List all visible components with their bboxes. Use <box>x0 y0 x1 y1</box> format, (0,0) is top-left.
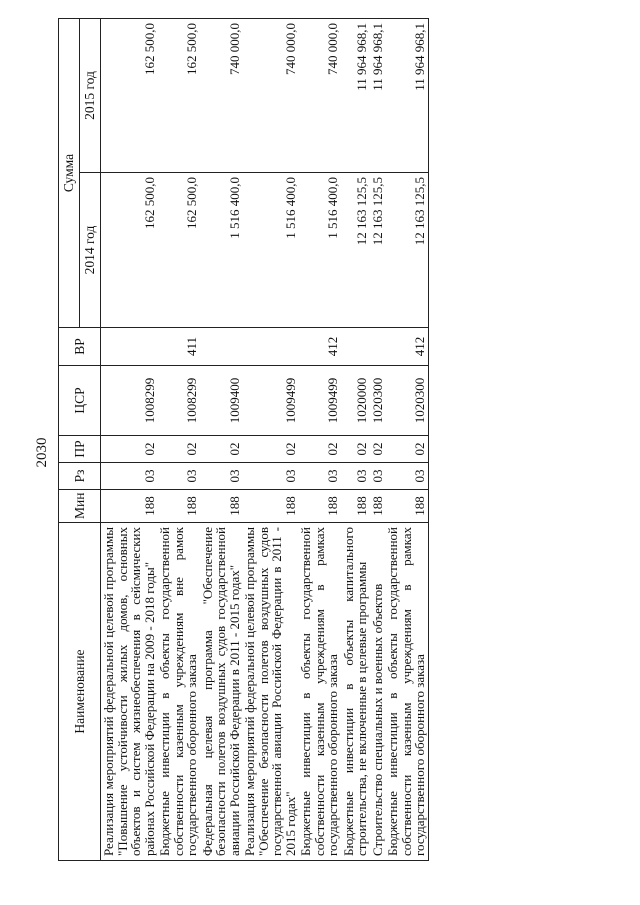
row-vr <box>200 328 243 366</box>
row-min: 188 <box>101 490 158 523</box>
header-min: Мин <box>59 490 101 523</box>
row-csr: 1009400 <box>200 366 243 436</box>
row-min: 188 <box>298 490 341 523</box>
table-row <box>101 18 158 860</box>
row-min: 188 <box>157 490 200 523</box>
row-2014: 12 163 125,5 <box>385 173 428 328</box>
table-header <box>59 18 101 860</box>
row-rz: 03 <box>385 463 428 490</box>
row-name: Реализация мероприятий федеральной целевой программы "Обеспечение безопасности полетов воздушных судов государственной авиации Российской Федерации в 2011 - 2015 годах" <box>242 523 298 861</box>
header-name: Наименование <box>59 523 101 861</box>
row-name: Бюджетные инвестиции в объекты государственной собственности казенным учреждениям в рамках государственного оборонного заказа <box>385 523 428 861</box>
row-name: Строительство специальных и военных объектов <box>370 523 386 861</box>
row-name: Бюджетные инвестиции в объекты государственной собственности казенным учреждениям вне рамок государственного оборонного заказа <box>157 523 200 861</box>
header-vr: ВР <box>59 328 101 366</box>
header-rz: Рз <box>59 463 101 490</box>
header-2015: 2015 год <box>80 18 101 172</box>
row-2015: 11 964 968,1 <box>385 18 428 172</box>
table-row <box>242 18 298 860</box>
row-2015: 162 500,0 <box>101 18 158 172</box>
row-csr: 1020000 <box>341 366 370 436</box>
row-2015: 740 000,0 <box>200 18 243 172</box>
row-pr: 02 <box>298 436 341 463</box>
row-pr: 02 <box>370 436 386 463</box>
row-min: 188 <box>242 490 298 523</box>
row-2014: 1 516 400,0 <box>200 173 243 328</box>
row-vr: 411 <box>157 328 200 366</box>
row-2014: 12 163 125,5 <box>341 173 370 328</box>
row-pr: 02 <box>200 436 243 463</box>
row-2014: 12 163 125,5 <box>370 173 386 328</box>
row-2014: 162 500,0 <box>101 173 158 328</box>
table-row <box>370 18 386 860</box>
row-2014: 162 500,0 <box>157 173 200 328</box>
row-rz: 03 <box>200 463 243 490</box>
row-pr: 02 <box>341 436 370 463</box>
row-rz: 03 <box>370 463 386 490</box>
header-pr: ПР <box>59 436 101 463</box>
row-min: 188 <box>341 490 370 523</box>
page-number: 2030 <box>34 437 50 468</box>
table-row <box>157 18 200 860</box>
row-csr: 1009499 <box>298 366 341 436</box>
row-2014: 1 516 400,0 <box>298 173 341 328</box>
table-row <box>298 18 341 860</box>
budget-table <box>58 18 429 861</box>
row-csr: 1020300 <box>385 366 428 436</box>
table-row <box>341 18 370 860</box>
row-name: Реализация мероприятий федеральной целевой программы "Повышение устойчивости жилых домов, основных объектов и систем жизнеобеспечения в сейсмических районах Российской Федерации на 2009 - 2018 годы" <box>101 523 158 861</box>
row-rz: 03 <box>298 463 341 490</box>
row-min: 188 <box>370 490 386 523</box>
table-row <box>385 18 428 860</box>
row-rz: 03 <box>242 463 298 490</box>
row-rz: 03 <box>101 463 158 490</box>
row-rz: 03 <box>157 463 200 490</box>
row-min: 188 <box>385 490 428 523</box>
row-csr: 1008299 <box>101 366 158 436</box>
row-vr <box>341 328 370 366</box>
row-csr: 1020300 <box>370 366 386 436</box>
row-vr <box>242 328 298 366</box>
row-2015: 740 000,0 <box>242 18 298 172</box>
row-csr: 1009499 <box>242 366 298 436</box>
row-2015: 11 964 968,1 <box>341 18 370 172</box>
row-2015: 11 964 968,1 <box>370 18 386 172</box>
row-name: Бюджетные инвестиции в объекты капитального строительства, не включенные в целевые программы <box>341 523 370 861</box>
row-vr: 412 <box>298 328 341 366</box>
row-vr <box>101 328 158 366</box>
row-rz: 03 <box>341 463 370 490</box>
row-2015: 740 000,0 <box>298 18 341 172</box>
header-sum: Сумма <box>59 18 80 327</box>
header-csr: ЦСР <box>59 366 101 436</box>
row-pr: 02 <box>157 436 200 463</box>
row-pr: 02 <box>242 436 298 463</box>
row-min: 188 <box>200 490 243 523</box>
row-pr: 02 <box>101 436 158 463</box>
row-2014: 1 516 400,0 <box>242 173 298 328</box>
header-2014: 2014 год <box>80 173 101 328</box>
row-2015: 162 500,0 <box>157 18 200 172</box>
row-vr: 412 <box>385 328 428 366</box>
row-vr <box>370 328 386 366</box>
row-name: Федеральная целевая программа "Обеспечение безопасности полетов воздушных судов государственной авиации Российской Федерации в 2011 - 2015 годах" <box>200 523 243 861</box>
row-csr: 1008299 <box>157 366 200 436</box>
row-name: Бюджетные инвестиции в объекты государственной собственности казенным учреждениям в рамках государственного оборонного заказа <box>298 523 341 861</box>
table-row <box>200 18 243 860</box>
row-pr: 02 <box>385 436 428 463</box>
